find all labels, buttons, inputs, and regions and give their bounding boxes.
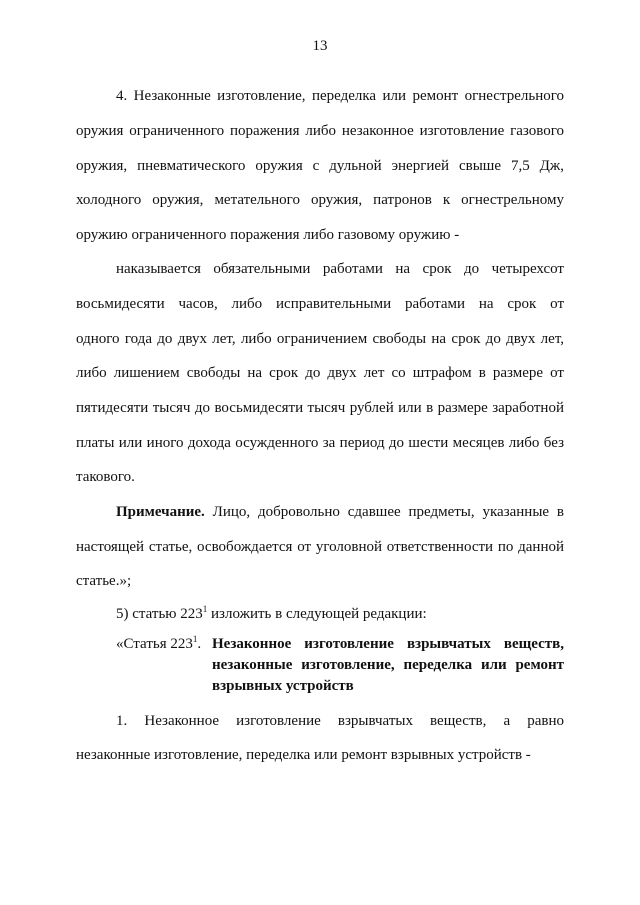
part4-line-2: оружия ограниченного поражения либо незаконное изготовление газового [76, 123, 564, 139]
article-title-line-3: взрывных устройств [212, 678, 354, 694]
part1-line-2: незаконные изготовление, переделка или ремонт взрывных устройств - [76, 747, 531, 763]
item5-sup: 1 [202, 604, 208, 614]
note-text-1: Лицо, добровольно сдавшее предметы, указанные в [212, 504, 565, 520]
article-prefix-end: . [197, 636, 202, 652]
note-label: Примечание. [116, 504, 205, 520]
item5-after: изложить в следующей редакции: [207, 606, 427, 622]
article-prefix-sup: 1 [192, 634, 198, 644]
penalty-line-6: платы или иного дохода осужденного за период до шести месяцев либо без [76, 435, 564, 451]
part4-line-4: холодного оружия, метательного оружия, патронов к огнестрельному [76, 192, 564, 208]
part4-line-1: 4. Незаконные изготовление, переделка или ремонт огнестрельного [116, 88, 564, 104]
penalty-line-5: пятидесяти тысяч до восьмидесяти тысяч рублей или в размере заработной [76, 400, 564, 416]
note-line-1 [116, 502, 564, 522]
penalty-line-2: восьмидесяти часов, либо исправительными работами на срок от [76, 296, 564, 312]
part1-line-1: 1. Незаконное изготовление взрывчатых веществ, а равно [116, 713, 564, 729]
part4-line-5: оружию ограниченного поражения либо газовому оружию - [76, 227, 460, 243]
item5-line [116, 604, 564, 624]
note-line-2: настоящей статье, освобождается от уголовной ответственности по данной [76, 539, 564, 555]
penalty-line-7: такового. [76, 469, 135, 485]
penalty-line-3: одного года до двух лет, либо ограничением свободы на срок до двух лет, [76, 331, 564, 347]
article-title-line-2: незаконные изготовление, переделка или ремонт [212, 657, 564, 673]
penalty-line-4: либо лишением свободы на срок до двух лет со штрафом в размере от [76, 365, 564, 381]
penalty-line-1: наказывается обязательными работами на срок до четырехсот [116, 261, 564, 277]
note-line-3: статье.»; [76, 573, 132, 589]
item5-before: 5) статью 223 [116, 606, 203, 622]
page-number: 13 [312, 38, 328, 54]
part4-line-3: оружия, пневматического оружия с дульной энергией свыше 7,5 Дж, [76, 158, 564, 174]
article-prefix [116, 634, 201, 654]
article-title-line-1: Незаконное изготовление взрывчатых веществ, [212, 636, 564, 652]
article-prefix-text: «Статья 223 [116, 636, 193, 652]
